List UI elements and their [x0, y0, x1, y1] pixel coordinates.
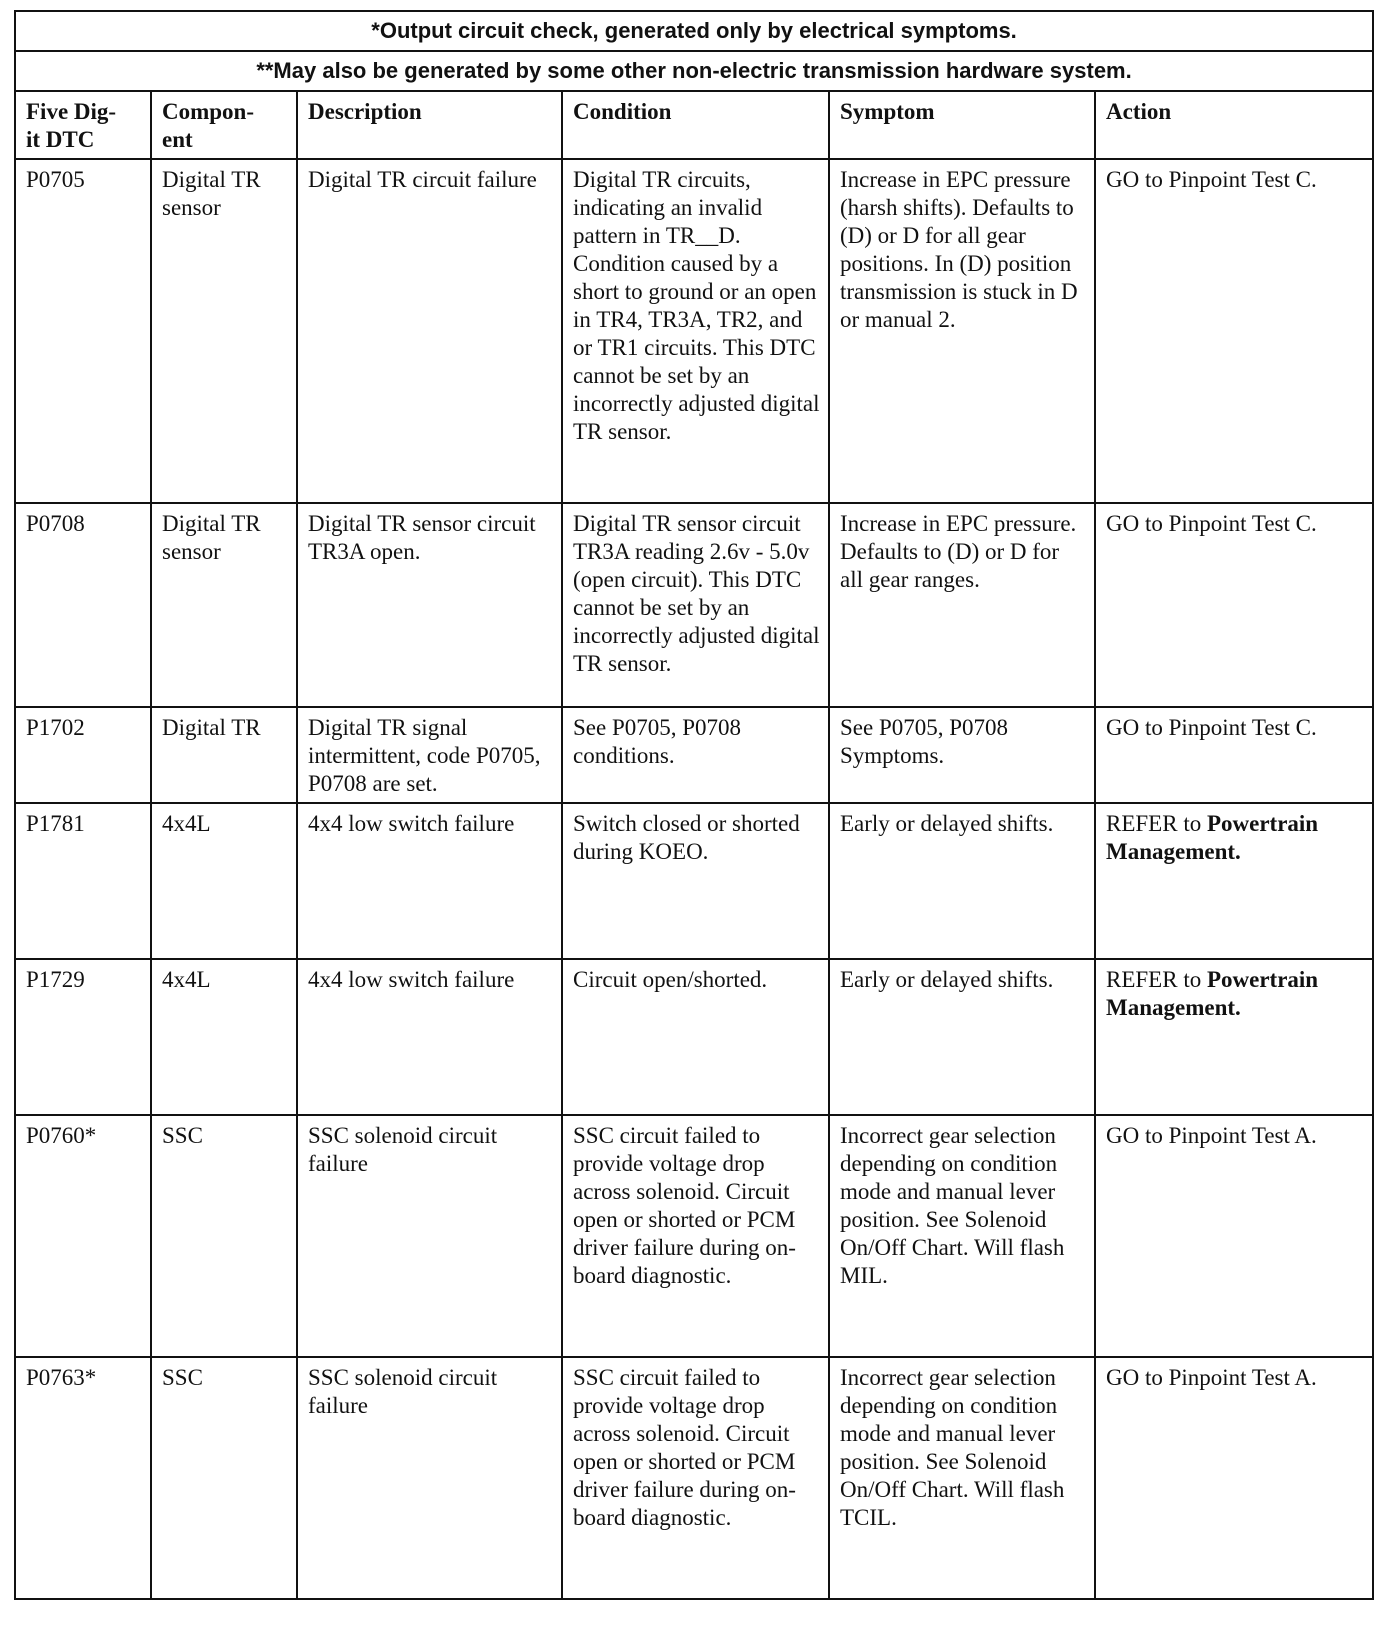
description: Digital TR circuit failure	[297, 159, 562, 503]
description: SSC solenoid circuit failure	[297, 1115, 562, 1357]
note-output-circuit-check: *Output circuit check, generated only by electrical symptoms.	[15, 11, 1373, 51]
description: Digital TR signal intermittent, code P0705, P0708 are set.	[297, 707, 562, 803]
component: 4x4L	[151, 803, 297, 959]
dtc-code: P0705	[15, 159, 151, 503]
table-row	[15, 503, 1373, 707]
action-prefix: REFER to	[1106, 967, 1207, 992]
action: GO to Pinpoint Test C.	[1095, 707, 1373, 803]
dtc-table	[14, 10, 1374, 1600]
table-row	[15, 803, 1373, 959]
description: SSC solenoid circuit failure	[297, 1357, 562, 1599]
symptom: Incorrect gear selection depending on condition mode and manual lever position. See Solenoid On/Off Chart. Will flash TCIL.	[829, 1357, 1095, 1599]
column-header-dtc: Five Dig- it DTC	[15, 91, 151, 159]
condition: Digital TR circuits, indicating an invalid pattern in TR__D. Condition caused by a short to ground or an open in TR4, TR3A, TR2, and or TR1 circuits. This DTC cannot be set by an incorrectly adjusted digital TR sensor.	[562, 159, 829, 503]
component: SSC	[151, 1357, 297, 1599]
action	[1095, 803, 1373, 959]
action: GO to Pinpoint Test C.	[1095, 159, 1373, 503]
action-reference: Powertrain Management.	[1106, 967, 1319, 1020]
dtc-code: P1781	[15, 803, 151, 959]
component: Digital TR	[151, 707, 297, 803]
action-prefix: REFER to	[1106, 811, 1207, 836]
table-row	[15, 707, 1373, 803]
action	[1095, 959, 1373, 1115]
symptom: Incorrect gear selection depending on condition mode and manual lever position. See Solenoid On/Off Chart. Will flash MIL.	[829, 1115, 1095, 1357]
header-row	[15, 91, 1373, 159]
action-reference: Powertrain Management.	[1106, 811, 1319, 864]
column-header-condition: Condition	[562, 91, 829, 159]
symptom: See P0705, P0708 Symptoms.	[829, 707, 1095, 803]
condition: SSC circuit failed to provide voltage drop across solenoid. Circuit open or shorted or PCM driver failure during on-board diagnostic.	[562, 1357, 829, 1599]
component: Digital TR sensor	[151, 159, 297, 503]
symptom: Increase in EPC pressure. Defaults to (D) or D for all gear ranges.	[829, 503, 1095, 707]
column-header-component: Compon- ent	[151, 91, 297, 159]
description: 4x4 low switch failure	[297, 959, 562, 1115]
symptom: Increase in EPC pressure (harsh shifts). Defaults to (D) or D for all gear positions. In (D) position transmission is stuck in D or manual 2.	[829, 159, 1095, 503]
dtc-code: P0763*	[15, 1357, 151, 1599]
condition: Digital TR sensor circuit TR3A reading 2.6v - 5.0v (open circuit). This DTC cannot be set by an incorrectly adjusted digital TR sensor.	[562, 503, 829, 707]
dtc-code: P0708	[15, 503, 151, 707]
table-row	[15, 1115, 1373, 1357]
note-row	[15, 11, 1373, 51]
symptom: Early or delayed shifts.	[829, 959, 1095, 1115]
action: GO to Pinpoint Test A.	[1095, 1357, 1373, 1599]
symptom: Early or delayed shifts.	[829, 803, 1095, 959]
condition: See P0705, P0708 conditions.	[562, 707, 829, 803]
component: Digital TR sensor	[151, 503, 297, 707]
action: GO to Pinpoint Test C.	[1095, 503, 1373, 707]
action: GO to Pinpoint Test A.	[1095, 1115, 1373, 1357]
table-row	[15, 959, 1373, 1115]
dtc-code: P1729	[15, 959, 151, 1115]
dtc-code: P0760*	[15, 1115, 151, 1357]
dtc-table-page	[14, 10, 1372, 1600]
component: 4x4L	[151, 959, 297, 1115]
condition: Circuit open/shorted.	[562, 959, 829, 1115]
column-header-symptom: Symptom	[829, 91, 1095, 159]
column-header-description: Description	[297, 91, 562, 159]
condition: SSC circuit failed to provide voltage drop across solenoid. Circuit open or shorted or PCM driver failure during on-board diagnostic.	[562, 1115, 829, 1357]
column-header-action: Action	[1095, 91, 1373, 159]
table-row	[15, 1357, 1373, 1599]
description: 4x4 low switch failure	[297, 803, 562, 959]
note-non-electric: **May also be generated by some other non-electric transmission hardware system.	[15, 51, 1373, 91]
component: SSC	[151, 1115, 297, 1357]
note-row	[15, 51, 1373, 91]
description: Digital TR sensor circuit TR3A open.	[297, 503, 562, 707]
table-row	[15, 159, 1373, 503]
condition: Switch closed or shorted during KOEO.	[562, 803, 829, 959]
dtc-code: P1702	[15, 707, 151, 803]
